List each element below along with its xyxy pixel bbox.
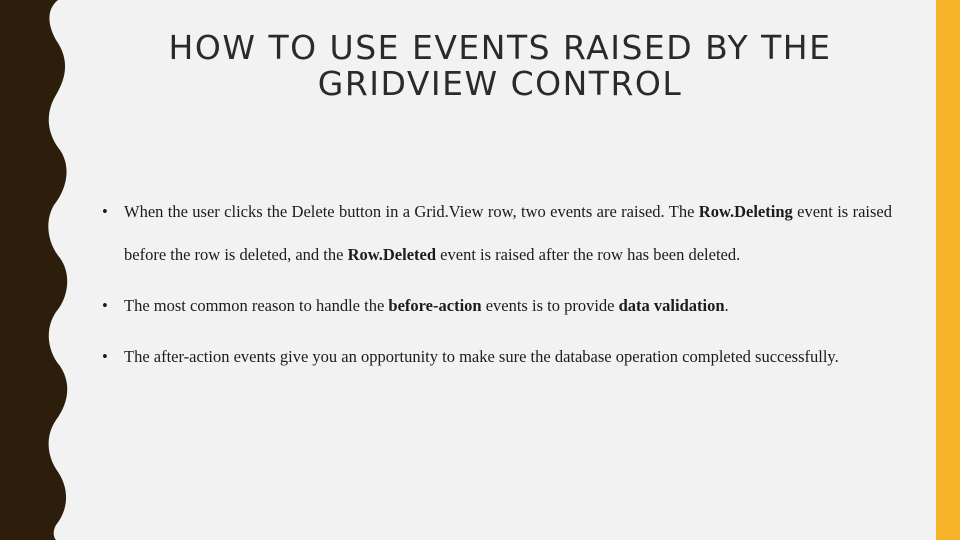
- bullet-item: [102, 335, 892, 378]
- bullet-item: [102, 190, 892, 276]
- bullet-bold-text: Row.Deleted: [347, 245, 437, 264]
- right-accent-bar: [936, 0, 960, 540]
- bullet-dot: •: [102, 347, 108, 366]
- wavy-edge-shape: [0, 0, 67, 540]
- bullet-dot: •: [102, 202, 108, 221]
- title-line-2: GRIDVIEW CONTROL: [317, 64, 683, 103]
- bullet-text: When the user clicks the Delete button in a Grid.View row, two events are raised. The: [124, 202, 699, 221]
- bullet-bold-text: Row.Deleting: [698, 202, 793, 221]
- bullet-dot: •: [102, 296, 108, 315]
- bullet-bold-text: data validation: [618, 296, 725, 315]
- bullet-text: events is to provide: [481, 296, 619, 315]
- left-wavy-band: [0, 0, 80, 540]
- bullet-list: [102, 190, 892, 386]
- bullet-text: .: [724, 296, 729, 315]
- bullet-text: The most common reason to handle the: [124, 296, 389, 315]
- bullet-text: The after-action events give you an opportunity to make sure the database operation completed successfully.: [124, 347, 839, 366]
- title-line-1: HOW TO USE EVENTS RAISED BY THE: [168, 28, 832, 67]
- bullet-text: event is raised before the row is deleted, and the: [124, 202, 893, 264]
- bullet-bold-text: before-action: [388, 296, 482, 315]
- bullet-item: [102, 284, 892, 327]
- bullet-text: event is raised after the row has been deleted.: [436, 245, 741, 264]
- slide-title: [120, 30, 880, 102]
